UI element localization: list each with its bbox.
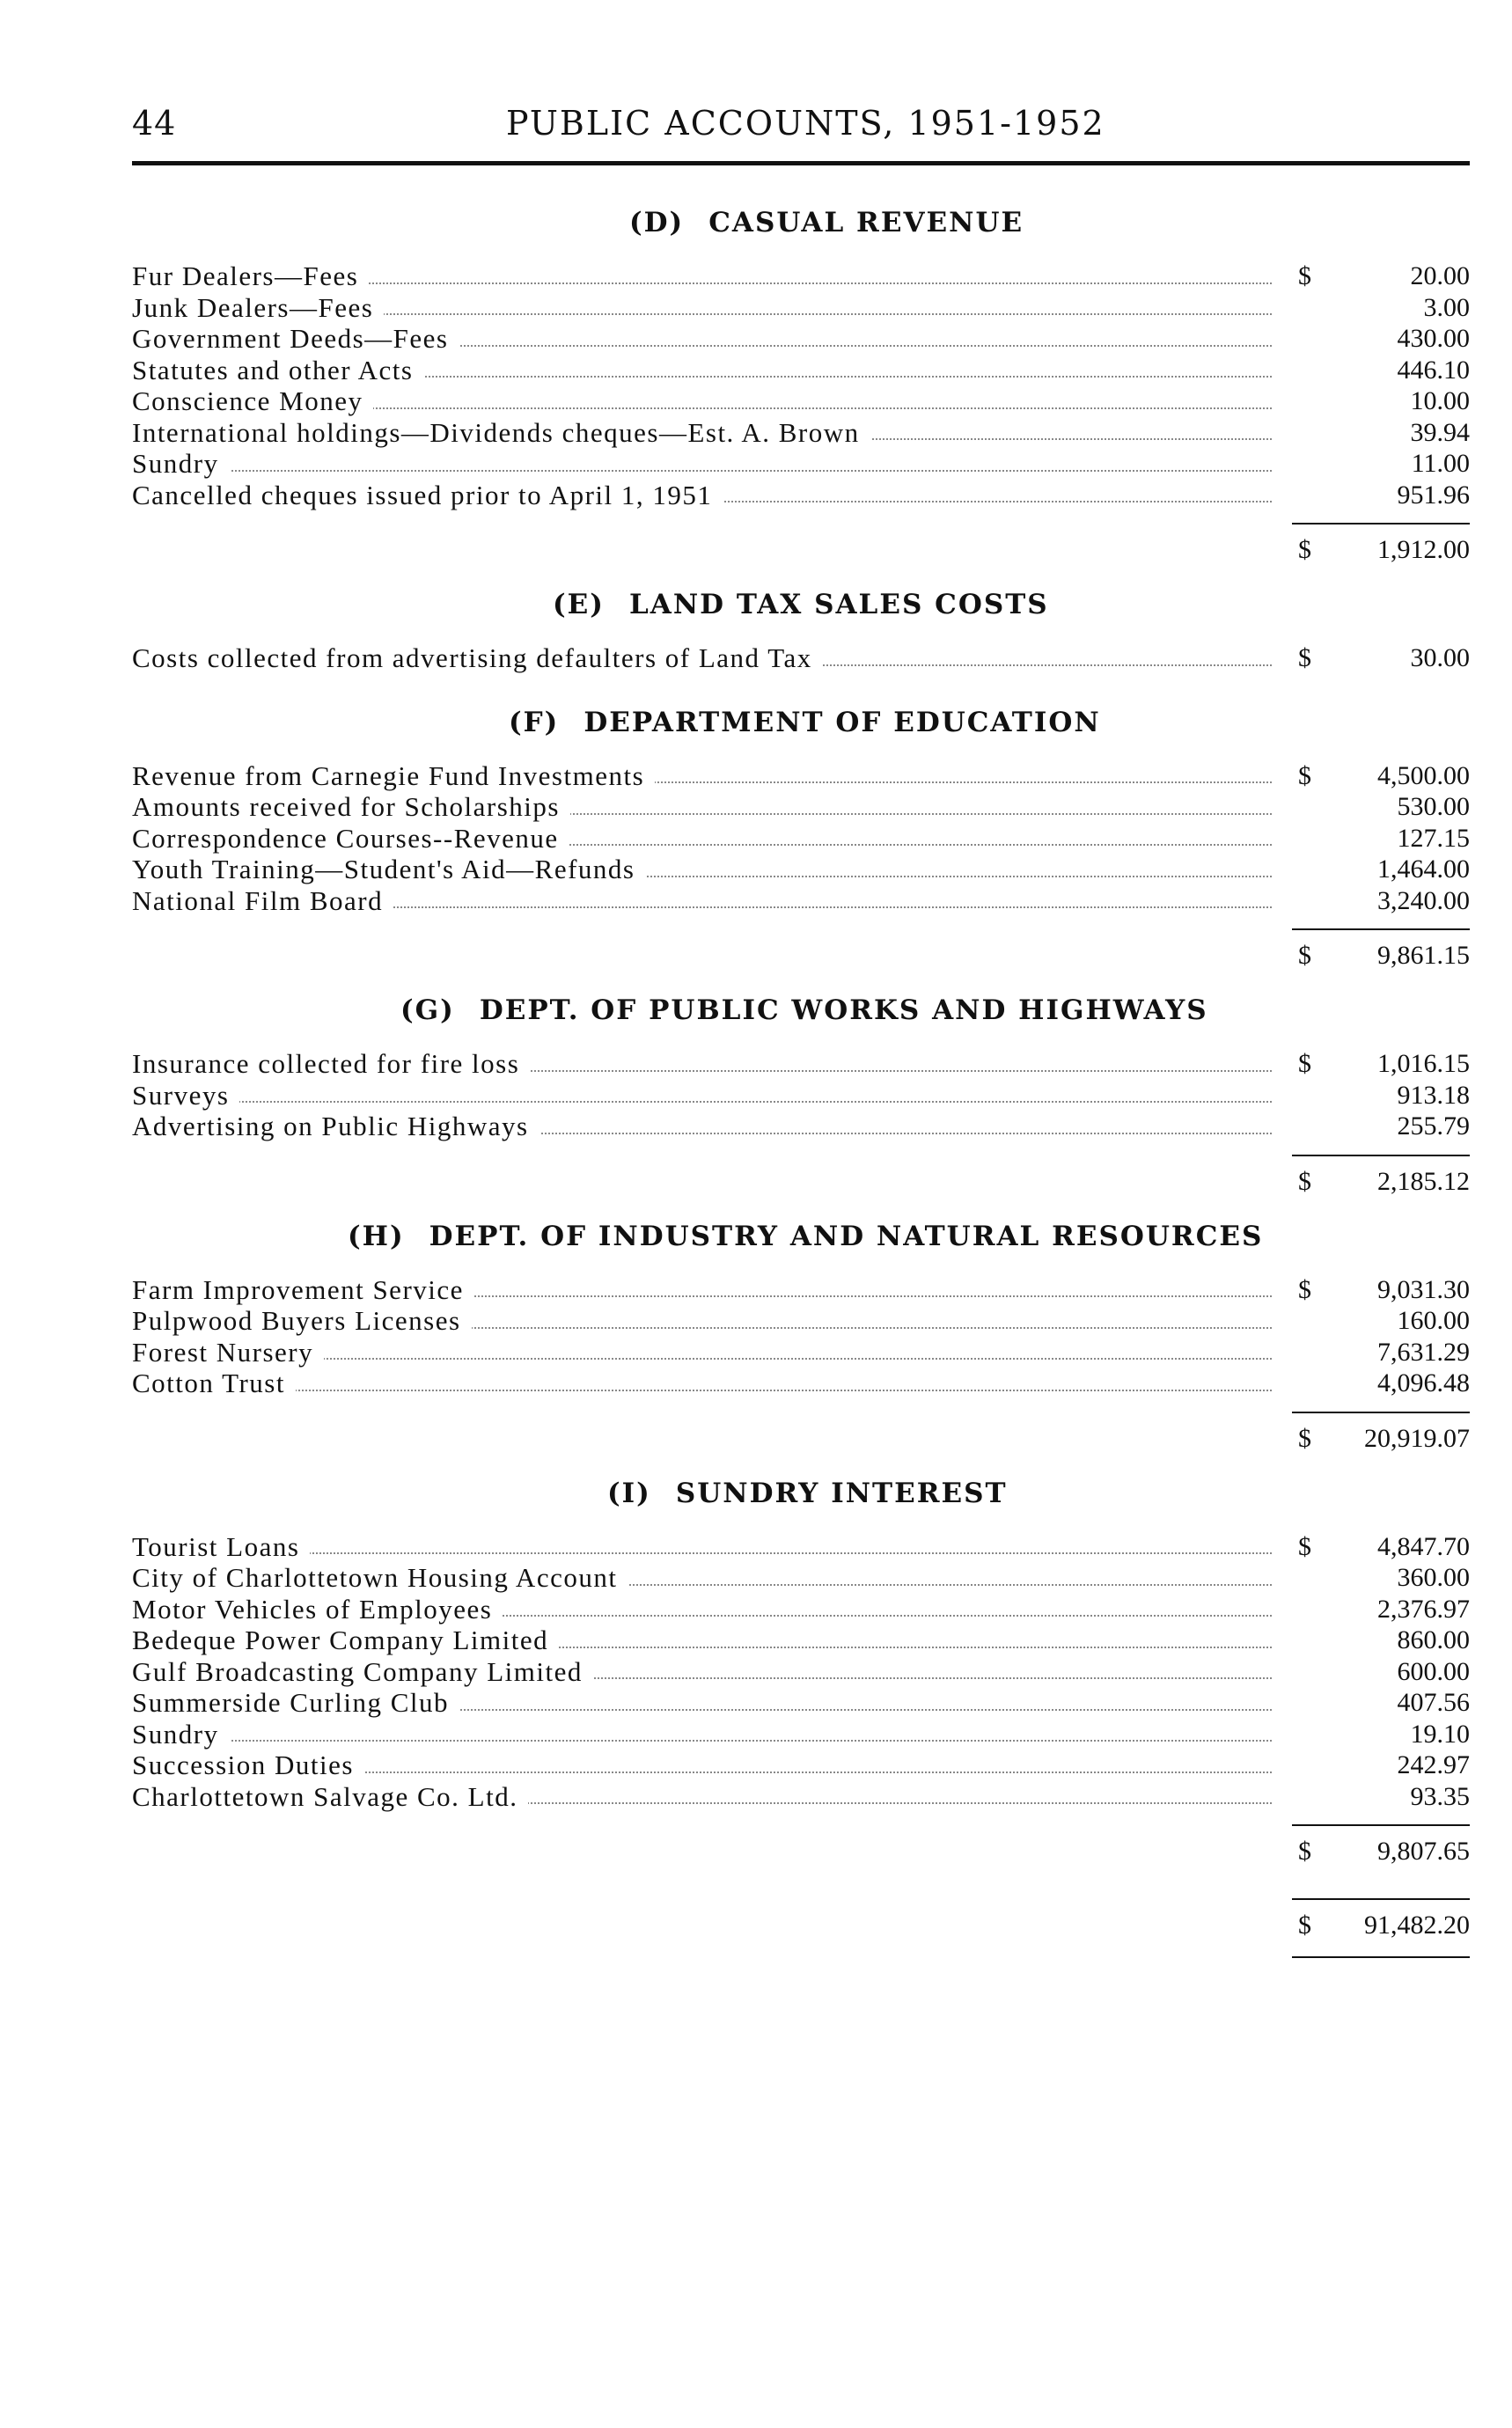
line-item [132, 854, 1470, 885]
section-total [132, 939, 1470, 972]
dollar-sign: $ [1298, 1049, 1311, 1078]
line-item-amount: 3.00 [1423, 292, 1470, 322]
section-heading: DEPT. OF PUBLIC WORKS AND HIGHWAYS [479, 994, 1208, 1026]
line-item-amount: 860.00 [1397, 1625, 1470, 1654]
dot-leader [141, 1390, 1272, 1391]
line-item-amount: 4,500.00 [1377, 760, 1470, 790]
line-item-amount: 11.00 [1411, 449, 1470, 478]
dollar-sign: $ [1298, 643, 1311, 672]
section-letter: (G) [400, 994, 455, 1026]
revenue-sections [132, 204, 1470, 1958]
line-item [132, 1625, 1470, 1656]
line-item [132, 448, 1470, 480]
line-item-amount: 4,096.48 [1377, 1368, 1470, 1397]
line-item [132, 260, 1470, 292]
subtotal-rule [1292, 1824, 1470, 1826]
line-item-amount: 913.18 [1397, 1080, 1470, 1110]
line-item [132, 1531, 1470, 1563]
page-title: PUBLIC ACCOUNTS, 1951-1952 [506, 104, 1105, 143]
line-item-amount: 30.00 [1410, 643, 1470, 672]
dot-leader [141, 470, 1272, 472]
dollar-sign: $ [1298, 941, 1311, 970]
line-item-label: Advertising on Public Highways [132, 1111, 539, 1142]
dollar-sign: $ [1298, 1274, 1311, 1304]
section-total [132, 1165, 1470, 1199]
section-total [132, 533, 1470, 567]
line-item-label: Correspondence Courses--Revenue [132, 823, 569, 855]
line-item [132, 417, 1470, 449]
line-item-label: Gulf Broadcasting Company Limited [132, 1656, 593, 1688]
line-item [132, 885, 1470, 917]
line-item-amount: 446.10 [1397, 355, 1470, 385]
line-item [132, 1687, 1470, 1719]
dollar-sign: $ [1298, 760, 1311, 790]
revenue-section [132, 1475, 1470, 1889]
subtotal-rule [1292, 523, 1470, 524]
line-item-amount: 7,631.29 [1377, 1337, 1470, 1367]
line-item-label: Junk Dealers—Fees [132, 292, 384, 324]
line-item-label: Conscience Money [132, 385, 373, 417]
line-item-label: Cancelled cheques issued prior to April 1, 1951 [132, 480, 723, 511]
section-title [132, 204, 1470, 241]
line-item-amount: 3,240.00 [1377, 885, 1470, 915]
dollar-sign: $ [1298, 1531, 1311, 1561]
line-item [132, 791, 1470, 823]
section-total-amount: 9,861.15 [1377, 941, 1470, 970]
line-item-amount: 1,464.00 [1377, 855, 1470, 884]
header-rule [132, 161, 1470, 165]
line-item [132, 760, 1470, 792]
line-item-amount: 600.00 [1397, 1656, 1470, 1686]
section-title [132, 704, 1470, 741]
line-item-amount: 160.00 [1397, 1306, 1470, 1335]
grand-total-rule [1292, 1898, 1470, 1900]
section-total-amount: 1,912.00 [1377, 535, 1470, 564]
line-item-amount: 430.00 [1397, 324, 1470, 353]
line-item [132, 642, 1470, 674]
line-item-label: Surveys [132, 1080, 239, 1111]
line-item [132, 1781, 1470, 1813]
line-item-label: Forest Nursery [132, 1337, 324, 1368]
line-item-amount: 93.35 [1410, 1781, 1470, 1811]
line-item-label: Government Deeds—Fees [132, 323, 459, 355]
line-item [132, 1080, 1470, 1111]
dollar-sign: $ [1298, 1911, 1311, 1940]
subtotal-rule [1292, 928, 1470, 930]
section-total-amount: 2,185.12 [1377, 1166, 1470, 1196]
dollar-sign: $ [1298, 1166, 1311, 1196]
line-item-amount: 951.96 [1397, 480, 1470, 510]
line-item-amount: 4,847.70 [1377, 1531, 1470, 1561]
line-item-label: Amounts received for Scholarships [132, 791, 570, 823]
line-item [132, 823, 1470, 855]
grand-total [132, 1909, 1470, 1942]
dollar-sign: $ [1298, 261, 1311, 290]
line-item-label: Fur Dealers—Fees [132, 260, 369, 292]
section-letter: (D) [629, 207, 685, 238]
line-item [132, 1749, 1470, 1781]
section-letter: (H) [348, 1220, 405, 1252]
line-item-label: Succession Duties [132, 1749, 364, 1781]
page-header [132, 104, 1470, 148]
line-item [132, 1594, 1470, 1625]
dot-leader [141, 1740, 1272, 1742]
section-total-amount: 9,807.65 [1377, 1837, 1470, 1866]
line-item [132, 1305, 1470, 1337]
section-title [132, 1218, 1470, 1255]
line-item-label: Farm Improvement Service [132, 1274, 474, 1306]
section-heading: LAND TAX SALES COSTS [628, 589, 1049, 620]
revenue-section [132, 204, 1470, 586]
section-total-amount: 20,919.07 [1364, 1423, 1470, 1453]
line-item-amount: 39.94 [1410, 417, 1470, 447]
line-item [132, 1048, 1470, 1080]
line-item-label: Tourist Loans [132, 1531, 310, 1563]
dollar-sign: $ [1298, 1837, 1311, 1866]
line-item-label: City of Charlottetown Housing Account [132, 1562, 628, 1594]
line-item-amount: 255.79 [1397, 1111, 1470, 1141]
section-heading: DEPT. OF INDUSTRY AND NATURAL RESOURCES [429, 1220, 1264, 1252]
section-title [132, 586, 1470, 623]
line-item-label: Cotton Trust [132, 1368, 296, 1399]
line-item-amount: 360.00 [1397, 1563, 1470, 1592]
section-letter: (I) [607, 1477, 651, 1509]
line-item-label: Motor Vehicles of Employees [132, 1594, 503, 1625]
line-item [132, 323, 1470, 355]
line-item-label: Summerside Curling Club [132, 1687, 459, 1719]
section-letter: (F) [509, 706, 560, 738]
line-item-amount: 2,376.97 [1377, 1594, 1470, 1624]
section-total [132, 1835, 1470, 1868]
subtotal-rule [1292, 1155, 1470, 1156]
page-number: 44 [132, 104, 177, 143]
line-item-label: Sundry [132, 1719, 230, 1750]
revenue-section [132, 704, 1470, 993]
line-item-amount: 1,016.15 [1377, 1049, 1470, 1078]
line-item-label: Costs collected from advertising defaulters of Land Tax [132, 642, 823, 674]
grand-total-amount: 91,482.20 [1364, 1911, 1470, 1940]
line-item [132, 1562, 1470, 1594]
line-item [132, 1656, 1470, 1688]
revenue-section [132, 586, 1470, 704]
line-item-amount: 20.00 [1410, 261, 1470, 290]
line-item-label: Pulpwood Buyers Licenses [132, 1305, 472, 1337]
section-heading: DEPARTMENT OF EDUCATION [584, 706, 1101, 738]
line-item [132, 1368, 1470, 1399]
line-item-label: Bedeque Power Company Limited [132, 1625, 559, 1656]
line-item-amount: 530.00 [1397, 792, 1470, 821]
section-title [132, 1475, 1470, 1512]
subtotal-rule [1292, 1412, 1470, 1413]
line-item [132, 1337, 1470, 1368]
line-item-label: Charlottetown Salvage Co. Ltd. [132, 1781, 528, 1813]
line-item-amount: 19.10 [1410, 1719, 1470, 1749]
line-item-amount: 127.15 [1397, 823, 1470, 853]
line-item [132, 355, 1470, 386]
dot-leader [141, 1101, 1272, 1103]
line-item-label: Youth Training—Student's Aid—Refunds [132, 854, 645, 885]
revenue-section [132, 992, 1470, 1218]
dollar-sign: $ [1298, 535, 1311, 564]
line-item-label: Sundry [132, 448, 230, 480]
line-item [132, 1274, 1470, 1306]
line-item [132, 1719, 1470, 1750]
line-item-label: Insurance collected for fire loss [132, 1048, 530, 1080]
line-item [132, 385, 1470, 417]
line-item-amount: 407.56 [1397, 1688, 1470, 1717]
section-total [132, 1422, 1470, 1456]
section-letter: (E) [553, 589, 605, 620]
section-heading: CASUAL REVENUE [708, 207, 1024, 238]
line-item-amount: 10.00 [1410, 386, 1470, 415]
dollar-sign: $ [1298, 1423, 1311, 1453]
line-item-label: National Film Board [132, 885, 393, 917]
line-item-label: Statutes and other Acts [132, 355, 423, 386]
line-item [132, 292, 1470, 324]
line-item [132, 480, 1470, 511]
section-heading: SUNDRY INTEREST [675, 1477, 1008, 1509]
revenue-section [132, 1218, 1470, 1475]
line-item-amount: 9,031.30 [1377, 1274, 1470, 1304]
section-title [132, 992, 1470, 1029]
line-item-label: Revenue from Carnegie Fund Investments [132, 760, 655, 792]
line-item-label: International holdings—Dividends cheques—Est. A. Brown [132, 417, 870, 449]
line-item-amount: 242.97 [1397, 1750, 1470, 1779]
dot-leader [141, 1552, 1272, 1554]
grand-total-underline [1292, 1956, 1470, 1958]
line-item [132, 1111, 1470, 1142]
